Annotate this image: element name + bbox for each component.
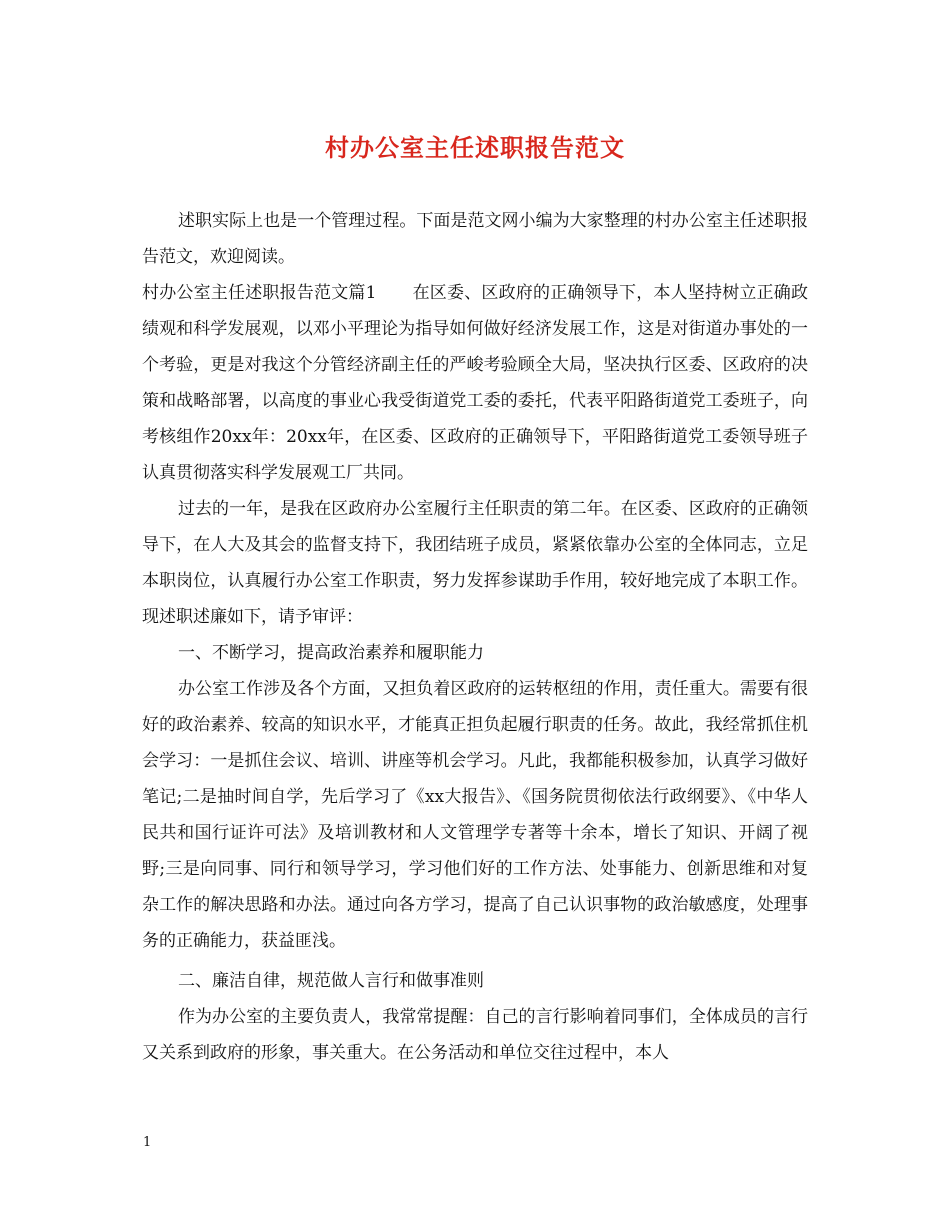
body-paragraph: 办公室工作涉及各个方面，又担负着区政府的运转枢纽的作用，责任重大。需要有很好的政治素养、较高的知识水平，才能真正担负起履行职责的任务。故此，我经常抓住机会学习：一是抓住会议、培训、讲座等机会学习。凡此，我都能积极参加，认真学习做好笔记;二是抽时间自学，先后学习了《xx大报告》、《国务院贯彻依法行政纲要》、《中华人民共和国行证许可法》及培训教材和人文管理学专著等十余本，增长了知识、开阔了视野;三是向同事、同行和领导学习，学习他们好的工作方法、处事能力、创新思维和对复杂工作的解决思路和办法。通过向各方学习，提高了自己认识事物的政治敏感度，处理事务的正确能力，获益匪浅。 <box>142 679 808 951</box>
body-paragraph: 过去的一年，是我在区政府办公室履行主任职责的第二年。在区委、区政府的正确领导下，在人大及其会的监督支持下，我团结班子成员，紧紧依靠办公室的全体同志，立足本职岗位，认真履行办公室工作职责，努力发挥参谋助手作用，较好地完成了本职工作。现述职述廉如下，请予审评： <box>142 499 808 627</box>
body-paragraph: 作为办公室的主要负责人，我常常提醒：自己的言行影响着同事们，全体成员的言行又关系到政府的形象，事关重大。在公务活动和单位交往过程中，本人 <box>142 1007 808 1063</box>
intro-paragraph: 述职实际上也是一个管理过程。下面是范文网小编为大家整理的村办公室主任述职报告范文，欢迎阅读。 <box>142 211 808 267</box>
section-heading: 村办公室主任述职报告范文篇1 <box>142 283 377 303</box>
subsection-heading: 二、廉洁自律，规范做人言行和做事准则 <box>178 971 484 991</box>
subsection-heading: 一、不断学习，提高政治素养和履职能力 <box>178 643 484 663</box>
section-content: 在区委、区政府的正确领导下，本人坚持树立正确政绩观和科学发展观，以邓小平理论为指导如何做好经济发展工作，这是对街道办事处的一个考验，更是对我这个分管经济副主任的严峻考验顾全大局，坚决执行区委、区政府的决策和战略部署，以高度的事业心我受街道党工委的委托，代表平阳路街道党工委班子，向考核组作20xx年：20xx年，在区委、区政府的正确领导下，平阳路街道党工委领导班子认真贯彻落实科学发展观工厂共同。 <box>142 283 808 483</box>
page-number: 1 <box>143 1135 152 1150</box>
section-paragraph <box>142 275 808 491</box>
document-body <box>142 203 808 1071</box>
document-title: 村办公室主任述职报告范文 <box>325 133 625 162</box>
